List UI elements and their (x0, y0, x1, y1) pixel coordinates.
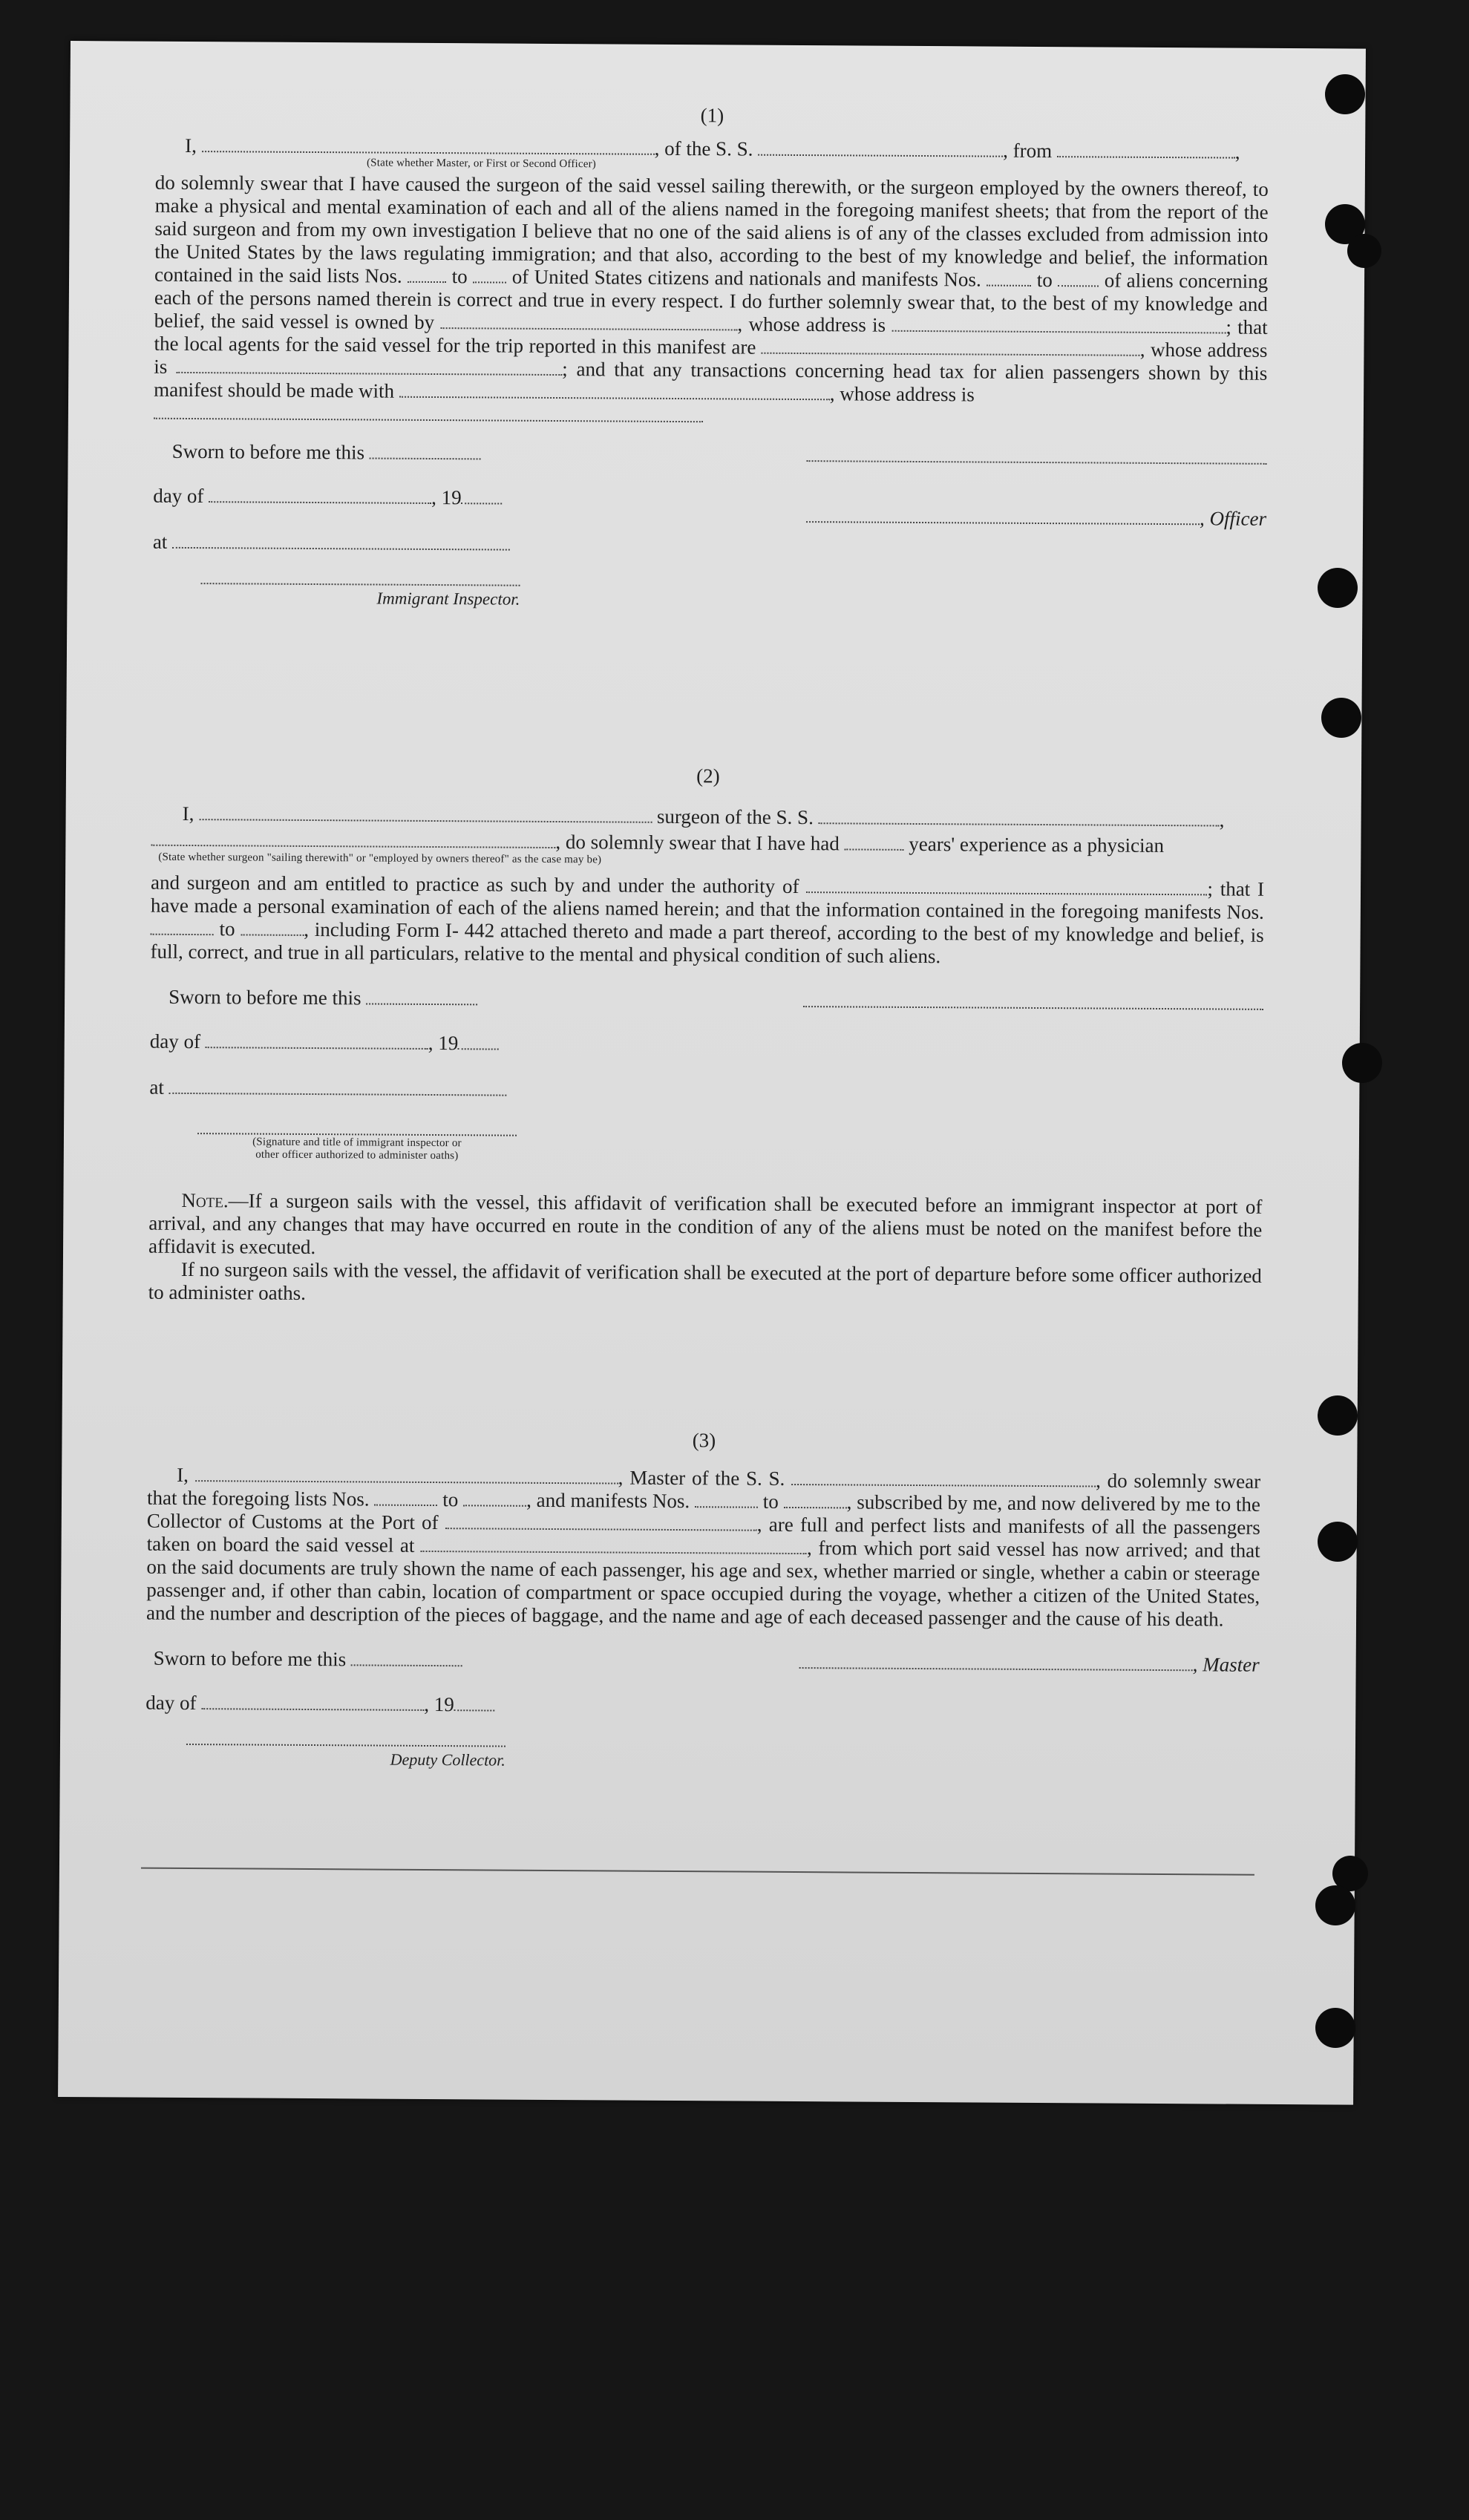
blank-field[interactable] (366, 988, 477, 1005)
section-2 (148, 762, 1265, 1311)
text: at (149, 1076, 164, 1099)
blank-field[interactable] (803, 991, 1263, 1010)
text: that the local agents for the said vessel for the trip reported in this manifest are (154, 315, 1268, 359)
blank-field[interactable] (987, 270, 1031, 287)
at-line (153, 531, 510, 556)
text: whose address is (154, 338, 1268, 378)
blank-field[interactable] (241, 919, 304, 936)
surgeon-paragraph (150, 871, 1264, 970)
blank-field[interactable] (154, 403, 703, 423)
day-line (153, 485, 503, 510)
text: and surgeon and am entitled to practice as such by and under the authority of (150, 871, 799, 898)
blank-field[interactable] (695, 1491, 758, 1508)
blank-field[interactable] (1058, 270, 1099, 287)
text: to (442, 1488, 459, 1511)
caption-signature: (Signature and title of immigrant inspector or (252, 1136, 462, 1150)
day-line (145, 1692, 495, 1717)
officer-signature-top (807, 444, 1267, 470)
blank-field[interactable] (374, 1490, 437, 1507)
text: , from which (806, 1536, 913, 1560)
text: swear that the foregoing lists Nos. (146, 1470, 1261, 1511)
punch-hole (1347, 234, 1381, 268)
text: ; and that any transactions concerning head tax for alien passengers shown by this manifest should be made with (154, 358, 1268, 402)
master-line: I, , of the S. S. , from , (185, 134, 1240, 163)
blank-field[interactable] (399, 382, 830, 401)
text: do solemnly swear that I have caused the surgeon of the said vessel sailing therewith, or the surgeon employed by the owners thereof, to make a physical and mental examination of each and all of the aliens named in the foregoing manifest sheets; that from the report of the said surgeon and from my own investigation I believe that no one of the said aliens is of any of the classes excluded from admission into the United States by the laws regulating immigration; and that also, according to the best of my knowledge and belief, the information contained in the said lists Nos. (154, 171, 1269, 287)
blank-field[interactable] (176, 357, 562, 376)
inspector-label: Immigrant Inspector. (376, 589, 520, 609)
blank-field[interactable] (473, 266, 506, 283)
text: that I have made a personal examination of each of the aliens named herein; and that the information contained in the foregoing manifests Nos. (150, 877, 1265, 923)
master-signature (799, 1651, 1260, 1677)
text: ; (1207, 877, 1214, 900)
text: —If a surgeon sails with the vessel, this affidavit of verification shall be executed before an immigrant inspector at port of arrival, and any changes that may have occurred en route in the condition of any of the aliens must be noted on the manifest before the affidavit is executed. (148, 1189, 1263, 1259)
punch-hole (1325, 74, 1365, 114)
blank-field[interactable] (458, 1033, 499, 1050)
blank-field[interactable] (151, 919, 214, 936)
blank-field[interactable] (151, 830, 555, 848)
blank-field[interactable] (351, 1649, 462, 1666)
sworn-line (154, 1647, 462, 1672)
text: I, (182, 802, 194, 825)
blank-field[interactable] (799, 1652, 1193, 1671)
blank-field[interactable] (891, 315, 1226, 334)
section-3 (145, 1426, 1261, 1802)
blank-field[interactable] (445, 1513, 757, 1531)
blank-field[interactable] (806, 506, 1200, 525)
master-label: , Master (1192, 1653, 1260, 1676)
blank-field[interactable] (408, 266, 446, 283)
text: day of (145, 1691, 197, 1715)
caption-sailing: (State whether surgeon "sailing therewith" or "employed by owners thereof" as the case may be) (158, 851, 602, 866)
punch-hole (1315, 1885, 1355, 1925)
note-paragraph (148, 1189, 1263, 1265)
blank-field[interactable] (454, 1695, 495, 1711)
blank-field[interactable] (172, 532, 510, 551)
fold-mark (71, 41, 1366, 51)
blank-field[interactable] (206, 1032, 428, 1050)
note-paragraph-2: If no surgeon sails with the vessel, the affidavit of verification shall be executed at the port of departure before some officer authorized to administer oaths. (148, 1257, 1262, 1304)
text: , 19 (424, 1692, 454, 1716)
inspector-signature (200, 583, 520, 611)
punch-hole (1315, 2008, 1355, 2048)
blank-field[interactable] (195, 1465, 618, 1484)
text: day of (153, 484, 204, 508)
text: of aliens concerning each of the persons named therein is correct and true in every respect. I do further solemnly swear that, to the best of my knowledge and belief, the said vessel is owned by (154, 269, 1269, 334)
deputy-label: Deputy Collector. (390, 1750, 506, 1770)
text: , of the S. S. (654, 137, 753, 160)
surgeon-line (151, 802, 1265, 832)
caption-signature: other officer authorized to administer oaths) (255, 1148, 459, 1162)
text: , are full and perfect lists and manifests of all the passengers taken on board the said vessel at (146, 1513, 1260, 1557)
text: , 19 (431, 485, 462, 509)
text: port said vessel has now arrived; and that on the said documents are truly shown the name of each passenger, his age and sex, whether married or single, whether a cabin or steerage passenger and, if other than cabin, location of compartment or space occupied during the voyage, whether a citizen of the United States, and the number and description of the pieces of baggage, and the name and age of each deceased passenger and the cause of his death. (145, 1537, 1260, 1631)
oath-paragraph (154, 171, 1269, 408)
punch-hole (1318, 1522, 1358, 1562)
blank-field[interactable] (1057, 141, 1235, 158)
blank-field[interactable] (201, 1693, 424, 1711)
collector-signature (186, 1744, 506, 1772)
form-sheet (58, 41, 1366, 2105)
text: Sworn to before me this (153, 1646, 347, 1671)
section-number: (1) (700, 104, 724, 127)
text: , and manifests Nos. (526, 1488, 690, 1513)
caption-master: (State whether Master, or First or Second Officer) (366, 157, 597, 171)
text: years' experience as a physician (909, 832, 1165, 857)
text: I, (177, 1463, 189, 1487)
text: I, (185, 134, 197, 157)
text: ; (1226, 315, 1231, 338)
text: , including Form I- 442 attached thereto and made a part thereof, according to the best of my knowledge and belief, is full, correct, and true in all particulars, relative to the mental and physical condition of such aliens. (150, 917, 1264, 968)
blank-field[interactable] (421, 1536, 807, 1554)
text: , 19 (428, 1031, 459, 1055)
blank-field[interactable] (762, 338, 1140, 356)
blank-field[interactable] (463, 1490, 526, 1507)
blank-field[interactable] (758, 140, 1003, 157)
punch-hole (1342, 1043, 1382, 1083)
text: , from (1003, 139, 1053, 163)
text: to (451, 265, 468, 288)
note-label: Note. (181, 1188, 229, 1212)
jurat-block (152, 440, 1266, 632)
officer-signature (806, 505, 1266, 531)
text: , (1219, 808, 1225, 831)
blank-field[interactable] (462, 488, 503, 504)
punch-hole (1321, 698, 1361, 738)
blank-field[interactable] (440, 312, 737, 330)
surgeon-signature (803, 989, 1263, 1015)
sworn-line (172, 440, 481, 465)
blank-field[interactable] (202, 136, 655, 155)
jurat-block (149, 986, 1264, 1200)
officer-signature (197, 1133, 517, 1163)
day-line (150, 1030, 500, 1056)
jurat-block (145, 1647, 1260, 1802)
blank-field[interactable] (806, 877, 1207, 895)
text: day of (149, 1030, 201, 1053)
text: , Master of the S. S. (618, 1466, 785, 1490)
section-1 (152, 101, 1269, 632)
punch-hole (1318, 568, 1358, 608)
blank-field[interactable] (370, 442, 481, 459)
text: , do solemnly (1096, 1469, 1208, 1493)
section-number: (3) (692, 1429, 716, 1452)
blank-field[interactable] (199, 804, 652, 823)
text: at (152, 530, 168, 553)
officer-label: , Officer (1200, 507, 1267, 530)
text: , (1139, 338, 1145, 361)
text: of United States citizens and nationals and manifests Nos. (511, 265, 981, 291)
text: , do solemnly swear that I have had (555, 831, 840, 855)
text: Sworn to before me this (169, 985, 361, 1009)
at-line (149, 1076, 506, 1102)
blank-field[interactable] (169, 1078, 507, 1096)
text: to (219, 917, 235, 940)
section-number: (2) (696, 765, 720, 788)
blank-field[interactable] (791, 1469, 1096, 1488)
text: surgeon of the S. S. (656, 805, 814, 829)
blank-field[interactable] (819, 808, 1220, 826)
master-paragraph (146, 1464, 1260, 1632)
text: , whose address is (737, 312, 886, 336)
text: to (1036, 268, 1053, 292)
text: , whose address is (829, 382, 975, 406)
blank-field[interactable] (209, 486, 431, 504)
text: , subscribed by me, and now delivered by me to the Collector of Customs at the Port of (146, 1490, 1261, 1534)
blank-field[interactable] (844, 834, 903, 850)
bottom-rule (141, 1868, 1254, 1876)
sworn-line (169, 986, 477, 1011)
blank-field[interactable] (807, 445, 1267, 465)
blank-field[interactable] (784, 1492, 847, 1509)
text: Sworn to before me this (171, 439, 365, 464)
text: to (762, 1490, 779, 1513)
punch-hole (1318, 1395, 1358, 1436)
